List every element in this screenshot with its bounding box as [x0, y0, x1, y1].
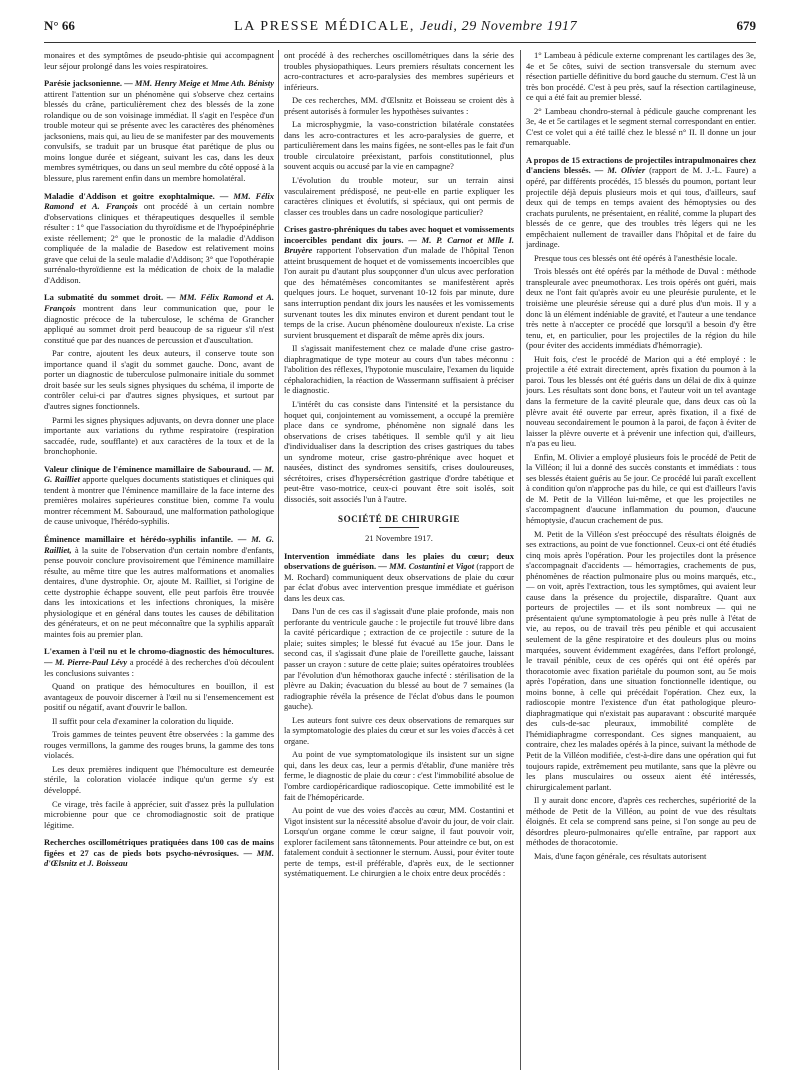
- paragraph: Il y aurait donc encore, d'après ces recherches, supériorité de la méthode de Petit de la Villéon, au point de vue des résultats éloignés. Et cela se comprend sans peine, si l'on songe au peu de désordres pleuro-pulmonaires qu'elle entraîne, par rapport aux méthodes de thoracotomie.: [526, 795, 756, 848]
- paragraph: rapportent l'observation d'un malade de l'hôpital Tenon atteint brusquement de hoquet et de vomissements incoercibles que l'on aurait pu d'autant plus soupçonner d'un ulcus avec perforation que des hématémèses concomitantes se manifestèrent après quelques jours. Le hoquet, survenant 10-12 fois par minute, dure sans interruption pendant dix jours les nausées et les vomissements survenant toutes les dix minutes environ et durent pendant tout le temps de la crise. Aucun phénomène douloureux n'existe. La crise survient brusquement et disparaît de même après dix jours.: [284, 245, 514, 340]
- article-title: Parésie jacksonienne.: [44, 78, 122, 89]
- paragraph: monaires et des symptômes de pseudo-phtisie qui accompagnent leur séjour prolongé dans les voies respiratoires.: [44, 50, 274, 71]
- paragraph: à la suite de l'observation d'un certain nombre d'enfants, pense pouvoir conclure provisoirement que l'éminence mamillaire résulte, au même titre que les autres malformations et anomalies dentaires, d'une dystrophie. Or, ajoute M. Railliet, si l'origine de cette dystrophie échappe souvent, elle peut parfois être trouvée dans les intoxications et les infections chroniques, la misère physiologique et en général dans toutes les causes de débilitation des générateurs, et on ne peut méconnaître que la syphilis apparaît maintes fois au premier plan.: [44, 544, 274, 639]
- paragraph: Il s'agissait manifestement chez ce malade d'une crise gastro-diaphragmatique de type moteur au cours d'un tabes méconnu : l'abolition des réflexes, l'hypotonie musculaire, l'examen du liquide céphalorachidien, la réaction de Wassermann suffisaient à préciser le diagnostic.: [284, 343, 514, 396]
- paragraph: La microsphygmie, la vaso-constriction bilatérale constatées dans les acro-contractures et les acro-paralysies de guerre, et particulièrement dans les mains figées, ne sont-elles pas le fait d'un trouble circulatoire préexistant, parfois constitutionnel, plus souvent acquis ou accusé par la vie en campagne?: [284, 119, 514, 172]
- article-authors: — MM. Henry Meige et Mme Ath. Bénisty: [124, 78, 274, 89]
- paragraph: De ces recherches, MM. d'Œlsnitz et Boisseau se croient dès à présent autorisés à formuler les hypothèses suivantes :: [284, 95, 514, 116]
- paragraph: Par contre, ajoutent les deux auteurs, il conserve toute son importance quand il s'agit du sommet gauche. Donc, avant de porter un diagnostic de tuberculose pulmonaire initiale du sommet droit basée sur les seuls signes physiques du schéma, il importe de contrôler celui-ci par d'autres signes physiques, et surtout par d'autres signes fonctionnels.: [44, 348, 274, 411]
- article-hemocultures: [44, 646, 274, 830]
- paragraph: 1° Lambeau à pédicule externe comprenant les cartilages des 3e, 4e et 5e côtes, suivi de section transversale du sternum avec résection partielle définitive du bord gauche du sternum. C'est là un très bon procédé. C'est à peu près, sauf la résection cartilagineuse, ce qui a été fait au premier blessé.: [526, 50, 756, 103]
- divider: [379, 527, 419, 528]
- paragraph: L'évolution du trouble moteur, sur un terrain ainsi vasculairement prédisposé, ne peut-elle en partie expliquer les caractères cliniques et évolutifs, si spéciaux, qui ont permis de classer ces troubles dans un cadre nosologique particulier?: [284, 175, 514, 217]
- article-title: Crises gastro-phréniques du tabes avec hoquet et vomissements incoercibles pendant dix jours.: [284, 224, 514, 245]
- page-header: [44, 18, 756, 43]
- column-1: [44, 50, 274, 1078]
- article-submatite-sommet-droit: [44, 292, 274, 456]
- paragraph: Ce virage, très facile à apprécier, suit d'assez près la pullulation microbienne pour que ce chromodiagnostic soit de pratique légitime.: [44, 798, 274, 830]
- column-rule-1: [278, 50, 279, 1070]
- paragraph: attirent l'attention sur un phénomène qui s'observe chez certains blessés du crâne, particulièrement chez des blessés de la zone rolandique ou de son voisinage immédiat. Il s'agit en l'espèce d'un trouble moteur qui se présente avec les caractères des phénomènes jacksoniens, mais qui, au lieu de se manifester par des mouvements convulsifs, se traduit par un brusque état parétique de plus ou moins longue durée et siégeant, suivant les cas, dans les deux membres symétriques, ou dans un seul membre du côté opposé à la blessure, plus rarement enfin dans un membre homolatéral.: [44, 88, 274, 184]
- article-title: Intervention immédiate dans les plaies du cœur; deux observations de guérison.: [284, 550, 514, 572]
- article-parésie-jacksonienne: [44, 78, 274, 183]
- article-title: Valeur clinique de l'éminence mamillaire de Sabouraud.: [44, 463, 251, 474]
- paragraph: (rapport de M. Rochard) communiquent deux observations de plaie du cœur par éclat d'obus avec intervention presque immédiate et guérison dans les deux cas.: [284, 561, 514, 603]
- column-rule-2: [520, 50, 521, 1070]
- article-plaies-du-coeur: [284, 551, 514, 879]
- paragraph: Les auteurs font suivre ces deux observations de remarques sur la symptomatologie des plaies du cœur et sur les voies d'accès à cet organe.: [284, 714, 514, 746]
- article-authors: — MM. d'Œlsnitz et J. Boisseau: [44, 847, 274, 869]
- paragraph: ont procédé à des recherches oscillométriques dans la série des troubles physiopathiques. Leurs premiers résultats concernent les acro-contractures et acro-paralysies des membres supérieurs et inférieurs.: [284, 50, 514, 92]
- article-authors: — MM. Félix Ramond et A. François: [44, 292, 274, 314]
- article-eminence-mamillaire: [44, 464, 274, 527]
- paragraph: Trois blessés ont été opérés par la méthode de Duval : méthode transpleurale avec pneumothorax. Les trois opérés ont guéri, mais deux ne l'ont fait qu'après avoir eu une pleurésie purulente, et le troisième une pleurésie séreuse qui a duré plus d'un mois. Il y a donc là un élément indéniable de gravité, et l'auteur a une tendance très nette à n'accepter ce procédé que lorsqu'il a besoin d'y être tenu, et, en particulier, pour les projectiles de la région du hile (pour éviter des accidents immédiats d'hémorragie).: [526, 266, 756, 351]
- society-heading: SOCIÉTÉ DE CHIRURGIE: [337, 514, 461, 525]
- paragraph: M. Petit de la Villéon s'est préoccupé des résultats éloignés de ses extractions, au point de vue fonctionnel. Ceux-ci ont été étudiés cinq mois après l'opération. Pour les projectiles dont la présence s'accompagnait d'accidents — hémorragies, crachements de pus, phénomènes de réaction pulmonaire plus ou moins marqués, etc., — on voit, après l'extraction, tous les symptômes, qui avaient leur cause dans la présence du projectile, disparaître. Quant aux porteurs de projectiles — et ils sont nombreux — qui ne présentaient qu'une symptomatologie à peu près nulle à l'état de vie, au repos, ou de travail très peu pénible et qui accusaient seulement de la gêne respiratoire et des douleurs plus ou moins marquées, souvent évidemment exagérées, dans l'effort prolongé, le travail pénible, ceux de ces opérés qui ont été opérés par thoracotomie avec fixation pariétale du poumon sont, au 5e mois après l'opération, dans une situation fonctionnelle identique, ou moins bonne, à celle qui précédait l'opération. Chez eux, la radioscopie montre l'existence d'un état pathologique pleuro-diaphragmatique qui n'existait pas auparavant : obscurité marquée des culs-de-sac pleuraux, immobilité complète de l'hémidiaphragme correspondant. Ces signes manquaient, au contraire, chez les malades opérés à la pince, suivant la méthode de Petit de la Villéon modifiée, c'est-à-dire dans une opération qui fut toujours rapide, extrêmement peu mutilante, sans que la plèvre ou les plans musculaires ou osseux aient été intéressés, chirurgicalement parlant.: [526, 528, 756, 792]
- article-heredo-syphilis: [44, 534, 274, 639]
- journal-title: LA PRESSE MÉDICALE,: [234, 19, 415, 34]
- paragraph: a procédé à des recherches d'où découlent les conclusions suivantes :: [44, 656, 274, 678]
- paragraph: Les deux premières indiquent que l'hémoculture est demeurée stérile, la coloration violacée indique qu'un germe s'y est développé.: [44, 763, 274, 795]
- article-authors: — M. P. Carnot et Mlle I. Bruyère: [284, 234, 514, 256]
- article-title: Éminence mamillaire et hérédo-syphilis infantile.: [44, 533, 233, 544]
- paragraph: Parmi les signes physiques adjuvants, on devra donner une place importante aux variations du rythme respiratoire (respiration saccadée, rude, soufflante) et aux caractères de la toux et de la bronchophonie.: [44, 414, 274, 457]
- column-3: [526, 50, 756, 1078]
- paragraph: L'intérêt du cas consiste dans l'intensité et la persistance du hoquet qui, conjointement au vomissement, a occupé la première place dans ce syndrome, phénomène non signalé dans les observations de crises tabétiques. Il semble qu'il y ait lieu d'individualiser dans la description des crises gastriques du tabes un syndrome moteur, crise gastro-phrénique avec hoquet et nausées, distinct des syndromes sensitifs, crises douloureuses, sécrétoires, crises d'hypersécrétion gastrique d'ordre tabétique et peut-être vaso-motrice, ceux-ci pouvant être soit isolés, soit dissociés, soit associés l'un à l'autre.: [284, 398, 514, 504]
- article-crises-gastro-phreniques: [284, 224, 514, 504]
- paragraph: ont procédé à un certain nombre d'observations cliniques et thérapeutiques desquelles il semble résulter : 1° que l'association du thyroïdisme et de l'hypoépinéphrie existe réellement; 2° que le pronostic de la maladie d'Addison compliquée de la maladie de Basedow est relativement moins grave que celui de la seule maladie d'Addison; 3° que l'opothérapie surrénalo-thyroïdienne est la médication de choix de la maladie d'Addison.: [44, 201, 274, 285]
- paragraph: Enfin, M. Olivier a employé plusieurs fois le procédé de Petit de la Villéon; il lui a donné des succès constants et immédiats : tous ses blessés étaient guéris au 5e jour. Ce procédé lui paraît excellent à condition qu'on n'approche pas du hile, ce qui est d'ailleurs l'avis de M. Petit de la Villéon lui-même, et que les projectiles ne s'accompagnent d'aucune inflammation du poumon, d'aucune hémoptysie, d'aucun crachement de pus.: [526, 451, 756, 525]
- issue-number: N° 66: [44, 18, 75, 33]
- masthead: [234, 19, 577, 35]
- article-authors: — M. G. Railliet: [44, 463, 274, 485]
- paragraph: Mais, d'une façon générale, ces résultats autorisent: [534, 850, 707, 861]
- article-title: A propos de 15 extractions de projectiles intrapulmonaires chez d'anciens blessés.: [526, 154, 756, 176]
- article-authors: — MM. Félix Ramond et A. François: [44, 190, 274, 212]
- article-title: Recherches oscillométriques pratiquées dans 100 cas de mains figées et 27 cas de pieds bots psycho-névrosiques.: [44, 837, 274, 858]
- paragraph: Au point de vue des voies d'accès au cœur, MM. Costantini et Vigot insistent sur la nécessité absolue d'avoir du jour, de voir clair. Lorsqu'un organe comme le cœur saigne, il faut pouvoir voir, explorer facilement sans tâtonnements. Pour atteindre ce but, on est fatalement conduit à sectionner le sternum. Aussi, pour éviter toute perte de temps, est-il préférable, d'après eux, de le sectionner systématiquement. Le chirurgien a le choix entre deux procédés :: [284, 805, 514, 879]
- paragraph: Dans l'un de ces cas il s'agissait d'une plaie profonde, mais non perforante du ventricule gauche : le projectile fut trouvé libre dans la cavité péricardique ; extraction de ce projectile : suture de la plaie; suites simples; le blessé fut évacué au 15e jour. Dans le second cas, il s'agissait d'une plaie de l'oreillette gauche, laissant passer un crayon : suture de cette plaie; suites opératoires troublées par l'évolution d'un hémothorax gauche infecté : stérilisation de la plèvre au Dakin; évacuation du blessé au bout de 7 semaines (la radiographie révéla la présence de l'éclat d'obus dans le poumon gauche).: [284, 606, 514, 712]
- article-title: La submatité du sommet droit.: [44, 292, 164, 303]
- article-authors: — M. G. Railliet,: [44, 533, 274, 555]
- session-date: 21 Novembre 1917.: [365, 532, 433, 543]
- article-authors: — M. Pierre-Paul Lévy: [44, 656, 128, 667]
- paragraph: 2° Lambeau chondro-sternal à pédicule gauche comprenant les 3e, 4e et 5e cartilages et le segment sternal correspondant en entier. C'est ce volet qui a été taillé chez le blessé n° II. Il donne un jour remarquable.: [526, 105, 756, 148]
- paragraph: Trois gammes de teintes peuvent être observées : la gamme des rouges vermillons, la gamme des rouges bruns, la gamme des tons violacés.: [44, 729, 274, 761]
- paragraph: Huit fois, c'est le procédé de Marion qui a été employé : le projectile a été extrait directement, après fixation du poumon à la paroi. Tous les blessés ont été guéris dans un délai de dix à quinze jours. Les résultats sont donc bons, et l'auteur voit un tel avantage dans la fermeture de la cavité pleurale que, dans deux cas où la plèvre avait été ouverte par erreur, après fixation, il a fixé de nouveau secondairement le poumon à la paroi, de façon à éviter de laisser la plèvre ouverte et à prévenir une infection qui, d'ailleurs, n'a pas eu lieu.: [526, 353, 756, 449]
- article-title: L'examen à l'œil nu et le chromo-diagnostic des hémocultures.: [44, 646, 274, 657]
- article-projectiles-intrapulmonaires: [526, 155, 756, 862]
- column-2: [284, 50, 514, 1078]
- paragraph: montrent dans leur communication que, pour le diagnostic précoce de la tuberculose, le schéma de Grancher appliqué au sommet droit perd beaucoup de sa rigueur s'il n'est constitué que par des nuances de percussion et d'auscultation.: [44, 303, 274, 345]
- paragraph: Au point de vue symptomatologique ils insistent sur un signe qui, dans les deux cas, leur a permis d'établir, d'une manière très ferme, le diagnostic de plaie du cœur : c'est l'immobilité absolue de l'ombre cardiopéricardique radioscopique. Cette immobilité est le fait de l'hémopéricarde.: [284, 749, 514, 802]
- paragraph: apporte quelques documents statistiques et cliniques qui tendent à montrer que l'éminence mamillaire de la face interne des premières molaires supérieures constitue bien, comme l'a voulu montrer récemment M. Sabouraud, une malformation pathologique de cause univoque, l'hérédo-syphilis.: [44, 474, 274, 527]
- article-oscillometrie: [44, 837, 274, 869]
- paragraph: Quand on pratique des hémocultures en bouillon, il est avantageux de pouvoir discerner à l'œil nu si l'ensemencement est positif ou négatif, avant d'ouvrir le ballon.: [44, 681, 274, 713]
- page-number: 679: [736, 18, 756, 33]
- article-authors: — MM. Costantini et Vigot: [378, 561, 475, 572]
- article-maladie-addison: [44, 191, 274, 286]
- article-authors: — M. Olivier: [594, 165, 646, 176]
- issue-date: Jeudi, 29 Novembre 1917: [420, 19, 578, 34]
- paragraph: (rapport de M. J.-L. Faure) a opéré, par différents procédés, 15 blessés du poumon, portant leur projectile déjà depuis plusieurs mois et qui tous, d'ailleurs, sauf deux qui de temps en temps avaient des hémoptysies ou des crachats purulents, ne présentaient, en réalité, comme la plupart des blessés de ce genre, que des troubles très légers qui ne les empêchaient nullement de travailler dans l'hôpital et de faire du jardinage.: [526, 165, 756, 250]
- paragraph: Il suffit pour cela d'examiner la coloration du liquide.: [52, 715, 234, 726]
- paragraph: Presque tous ces blessés ont été opérés à l'anesthésie locale.: [534, 252, 738, 263]
- article-title: Maladie d'Addison et goitre exophtalmique.: [44, 190, 215, 201]
